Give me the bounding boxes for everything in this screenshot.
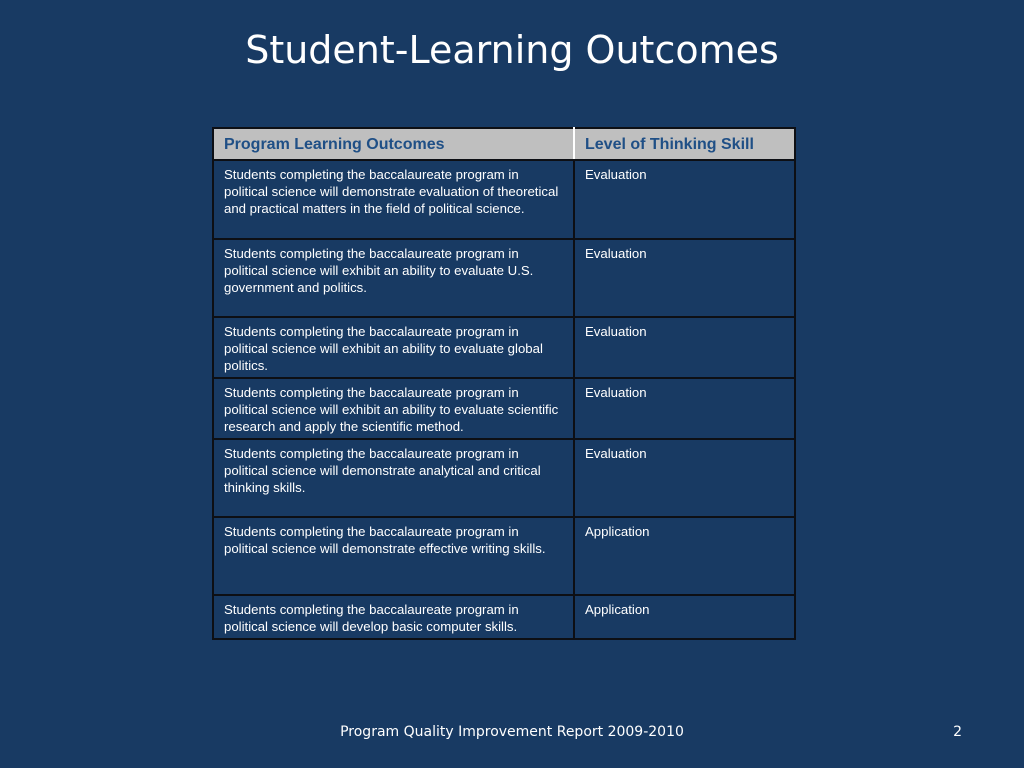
level-cell: Evaluation [574,439,795,517]
level-cell: Evaluation [574,239,795,317]
table-row [213,317,795,378]
slide-footer: Program Quality Improvement Report 2009-2010 [340,724,684,740]
table-row [213,595,795,639]
table-row [213,239,795,317]
outcome-cell: Students completing the baccalaureate program in political science will exhibit an ability to evaluate U.S. government and politics. [213,239,574,317]
outcome-cell: Students completing the baccalaureate program in political science will demonstrate evaluation of theoretical and practical matters in the field of political science. [213,160,574,239]
table-header-row [213,128,795,160]
outcome-cell: Students completing the baccalaureate program in political science will exhibit an ability to evaluate scientific research and apply the scientific method. [213,378,574,439]
outcome-cell: Students completing the baccalaureate program in political science will exhibit an ability to evaluate global politics. [213,317,574,378]
table-row [213,160,795,239]
level-cell: Application [574,595,795,639]
slide-title: Student-Learning Outcomes [245,28,779,72]
table-row [213,378,795,439]
level-cell: Evaluation [574,378,795,439]
outcome-cell: Students completing the baccalaureate program in political science will develop basic computer skills. [213,595,574,639]
page-number: 2 [953,724,962,740]
level-cell: Evaluation [574,317,795,378]
level-cell: Application [574,517,795,595]
header-level-of-thinking-skill: Level of Thinking Skill [574,128,795,160]
table-row [213,517,795,595]
outcome-cell: Students completing the baccalaureate program in political science will demonstrate effective writing skills. [213,517,574,595]
level-cell: Evaluation [574,160,795,239]
outcomes-table [212,127,796,640]
table-row [213,439,795,517]
outcome-cell: Students completing the baccalaureate program in political science will demonstrate analytical and critical thinking skills. [213,439,574,517]
header-program-learning-outcomes: Program Learning Outcomes [213,128,574,160]
